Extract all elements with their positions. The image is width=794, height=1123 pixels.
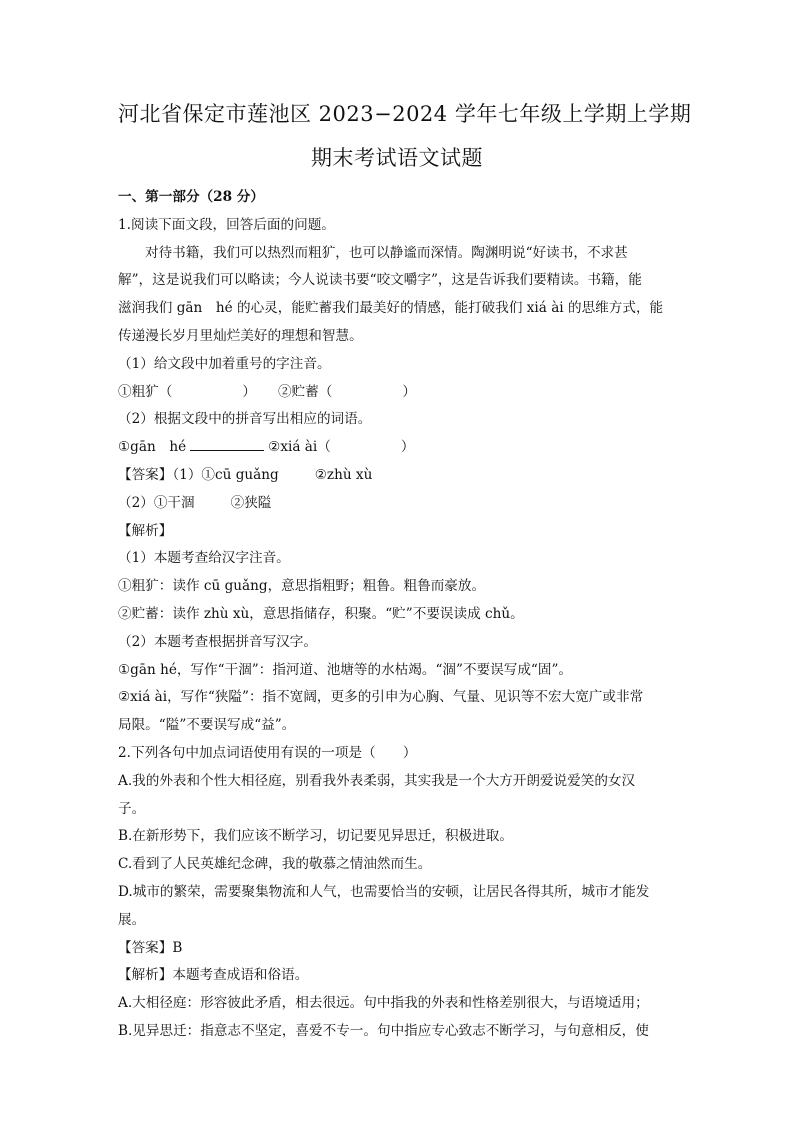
- item-b-close: ）: [402, 383, 416, 400]
- item-a-pinyin: ①gān hé: [118, 439, 187, 456]
- passage-line: 滋润我们 gān hé 的心灵，能贮蓄我们最美好的情感，能打破我们 xiá ài 的思维方式，能: [118, 300, 664, 317]
- answer-blank: [190, 436, 264, 451]
- analysis-line: ①粗犷：读作 cū guǎng，意思指粗野；粗鲁。粗鲁而豪放。: [118, 578, 486, 595]
- section-header: 一、第一部分（28 分）: [118, 189, 264, 205]
- answer-text: （1）①cū guǎng: [172, 466, 279, 483]
- subquestion-1: （1）给文段中加着重号的字注音。: [118, 355, 331, 372]
- analysis-line: ②贮蓄：读作 zhù xù，意思指储存，积聚。“贮”不要误读成 chǔ。: [118, 605, 524, 622]
- passage-line: 对待书籍，我们可以热烈而粗犷，也可以静谧而深情。陶渊明说“好读书，不求甚: [145, 244, 628, 261]
- option-line: 展。: [118, 911, 146, 928]
- item-a-label: ①粗犷（: [118, 383, 173, 400]
- analysis-row: [118, 962, 676, 990]
- question-1-stem: 1.阅读下面文段，回答后面的问题。: [118, 216, 335, 233]
- item-b-label: ②贮蓄（: [277, 383, 333, 400]
- passage-line: 传递漫长岁月里灿烂美好的理想和智慧。: [118, 327, 363, 344]
- item-a-close: ）: [242, 383, 256, 400]
- analysis-line: ②xiá ài，写作“狭隘”：指不宽阔，更多的引申为心胸、气量、见识等不宏大宽广或非常: [118, 689, 644, 706]
- subquestion-2-items: [118, 434, 676, 462]
- analysis-line: A.大相径庭：形容彼此矛盾，相去很远。句中指我的外表和性格差别很大，与语境适用；: [118, 995, 649, 1012]
- question-2-stem: 2.下列各句中加点词语使用有误的一项是（ ）: [118, 744, 417, 761]
- answer-text: ②狭隘: [230, 494, 272, 511]
- item-b-pinyin: ②xiá ài（: [268, 439, 331, 456]
- option-line: D.城市的繁荣，需要聚集物流和人气，也需要恰当的安顿，让居民各得其所，城市才能发: [118, 883, 650, 900]
- analysis-line: B.见异思迁：指意志不坚定，喜爱不专一。句中指应专心致志不断学习，与句意相反，使: [118, 1022, 649, 1039]
- subquestion-2: （2）根据文段中的拼音写出相应的词语。: [118, 411, 372, 428]
- answer-row: [118, 935, 676, 963]
- option-line: A.我的外表和个性大相径庭，别看我外表柔弱，其实我是一个大方开朗爱说爱笑的女汉: [118, 772, 636, 789]
- option-line: C.看到了人民英雄纪念碑，我的敬慕之情油然而生。: [118, 856, 432, 873]
- document-title: [118, 92, 692, 180]
- title-line-2: 期末考试语文试题: [311, 146, 483, 170]
- option-line: B.在新形势下，我们应该不断学习，切记要见异思迁，积极进取。: [118, 828, 513, 845]
- analysis-label: 【解析】: [118, 967, 173, 984]
- analysis-line: 局限。“隘”不要误写成“益”。: [118, 717, 296, 734]
- option-line: 子。: [118, 800, 146, 817]
- item-b-close: ）: [400, 439, 415, 456]
- answer-label: 【答案】: [118, 939, 173, 956]
- subquestion-1-items: [118, 379, 676, 407]
- passage-line: 解”，这是说我们可以略读；今人说读书要“咬文嚼字”，这是告诉我们要精读。书籍，能: [118, 272, 642, 289]
- analysis-line: ①gān hé，写作“干涸”：指河道、池塘等的水枯竭。“涸”不要误写成“固”。: [118, 661, 573, 678]
- analysis-label: 【解析】: [118, 522, 173, 539]
- document-body: [118, 184, 676, 1046]
- answer-text: ②zhù xù: [314, 466, 373, 483]
- answer-value: B: [172, 939, 183, 956]
- answer-label: 【答案】: [118, 466, 173, 483]
- analysis-line: （2）本题考查根据拼音写汉字。: [118, 633, 317, 650]
- answer-2-row: [118, 490, 676, 518]
- analysis-intro: 本题考查成语和俗语。: [172, 967, 309, 984]
- title-line-1: 河北省保定市莲池区 2023−2024 学年七年级上学期上学期: [118, 102, 692, 126]
- analysis-line: （1）本题考查给汉字注音。: [118, 550, 290, 567]
- answer-text: （2）①干涸: [118, 494, 195, 511]
- answer-1-row: [118, 462, 676, 490]
